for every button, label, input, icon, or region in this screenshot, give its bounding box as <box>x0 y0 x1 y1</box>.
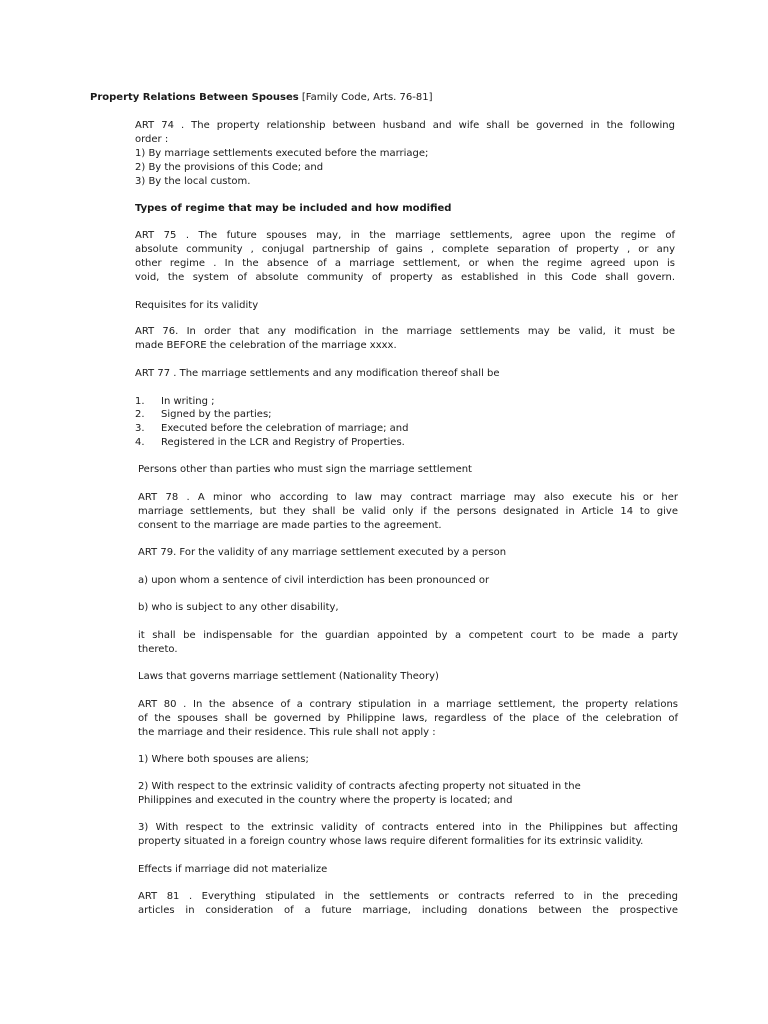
list-text: In writing ; <box>161 396 215 407</box>
heading-requisites: Requisites for its validity <box>135 300 259 311</box>
art74-line-1: ART 74 . The property relationship between husband and wife shall be governed in the following <box>135 120 675 131</box>
art77-line-1: ART 77 . The marriage settlements and any modification thereof shall be <box>135 368 500 379</box>
art79-line-c2: thereto. <box>138 644 178 655</box>
list-number: 2. <box>135 409 145 420</box>
art75-line-1: ART 75 . The future spouses may, in the marriage settlements, agree upon the regime of <box>135 230 675 241</box>
heading-types-of-regime: Types of regime that may be included and how modified <box>135 203 452 214</box>
art80-item-2a: 2) With respect to the extrinsic validity of contracts afecting property not situated in the <box>138 781 581 792</box>
title-citation: [Family Code, Arts. 76-81] <box>298 92 433 103</box>
heading-persons-other: Persons other than parties who must sign the marriage settlement <box>138 464 472 475</box>
art78-line-1: ART 78 . A minor who according to law may contract marriage may also execute his or her <box>138 492 678 503</box>
title-bold: Property Relations Between Spouses <box>90 92 299 103</box>
art74-item-1: 1) By marriage settlements executed before the marriage; <box>135 148 429 159</box>
art74-item-3: 3) By the local custom. <box>135 176 251 187</box>
heading-laws-governing: Laws that governs marriage settlement (Nationality Theory) <box>138 671 439 682</box>
list-number: 3. <box>135 423 145 434</box>
art80-item-2b: Philippines and executed in the country where the property is located; and <box>138 795 513 806</box>
art77-item-2 <box>135 408 675 422</box>
art80-item-3b: property situated in a foreign country whose laws require diferent formalities for its extrinsic validity. <box>138 836 644 847</box>
art78-line-2: marriage settlements, but they shall be valid only if the persons designated in Article 14 to give <box>138 506 678 517</box>
art81-line-1: ART 81 . Everything stipulated in the settlements or contracts referred to in the preceding <box>138 891 678 902</box>
art77-item-3 <box>135 422 675 436</box>
art79-line-c1: it shall be indispensable for the guardian appointed by a competent court to be made a party <box>138 630 678 641</box>
list-text: Signed by the parties; <box>161 409 272 420</box>
art80-line-2: of the spouses shall be governed by Philippine laws, regardless of the place of the celebration of <box>138 713 678 724</box>
list-number: 1. <box>135 396 145 407</box>
art77-item-1 <box>135 395 675 409</box>
art80-line-3: the marriage and their residence. This rule shall not apply : <box>138 727 436 738</box>
art76-line-1: ART 76. In order that any modification in the marriage settlements may be valid, it must be <box>135 326 675 337</box>
art75-line-2: absolute community , conjugal partnership of gains , complete separation of property , or any <box>135 244 675 255</box>
art76-line-2: made BEFORE the celebration of the marriage xxxx. <box>135 340 397 351</box>
list-number: 4. <box>135 437 145 448</box>
list-text: Registered in the LCR and Registry of Properties. <box>161 437 405 448</box>
art80-item-3a: 3) With respect to the extrinsic validity of contracts entered into in the Philippines but affecting <box>138 822 678 833</box>
art75-line-4: void, the system of absolute community of property as established in this Code shall govern. <box>135 272 675 283</box>
list-text: Executed before the celebration of marriage; and <box>161 423 409 434</box>
art80-line-1: ART 80 . In the absence of a contrary stipulation in a marriage settlement, the property relations <box>138 699 678 710</box>
art74-item-2: 2) By the provisions of this Code; and <box>135 162 324 173</box>
art77-item-4 <box>135 436 675 450</box>
art79-item-b: b) who is subject to any other disability, <box>138 602 339 613</box>
art78-line-3: consent to the marriage are made parties to the agreement. <box>138 520 442 531</box>
art75-line-3: other regime . In the absence of a marriage settlement, or when the regime agreed upon is <box>135 258 675 269</box>
art79-line-1: ART 79. For the validity of any marriage settlement executed by a person <box>138 547 507 558</box>
art74-line-2: order : <box>135 134 169 145</box>
art80-item-1: 1) Where both spouses are aliens; <box>138 754 309 765</box>
page-title <box>90 92 433 103</box>
art79-item-a: a) upon whom a sentence of civil interdiction has been pronounced or <box>138 575 490 586</box>
heading-effects: Effects if marriage did not materialize <box>138 864 328 875</box>
art81-line-2: articles in consideration of a future marriage, including donations between the prospective <box>138 905 678 916</box>
